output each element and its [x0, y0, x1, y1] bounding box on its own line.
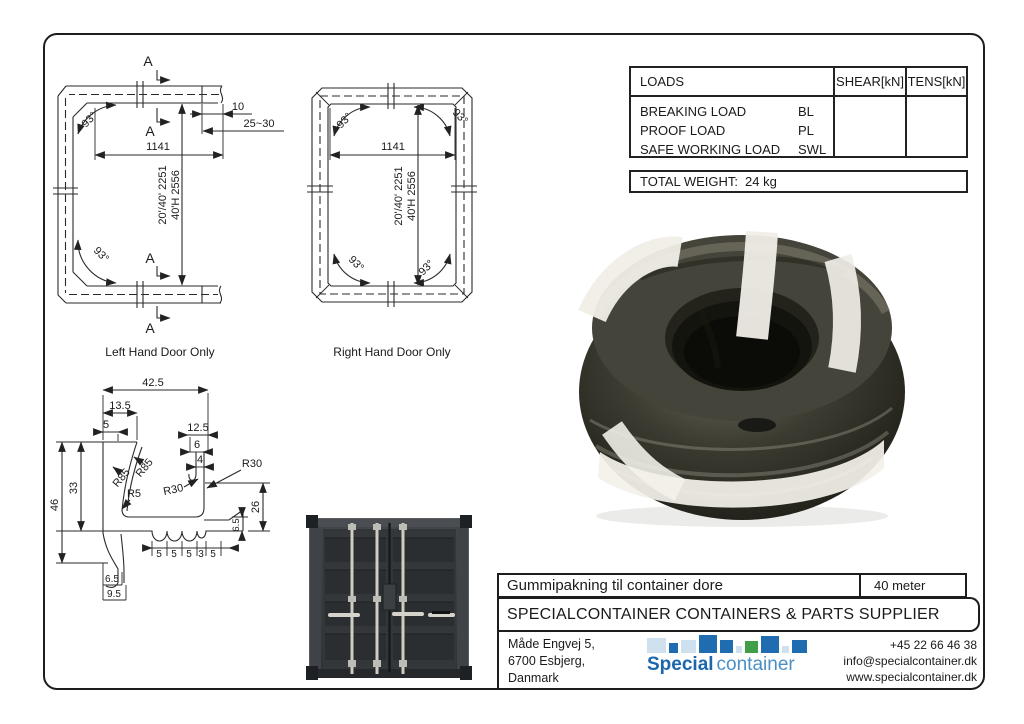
logo-square: [745, 641, 758, 653]
dim-label: 1141: [146, 141, 170, 153]
address-line: Måde Engvej 5,: [508, 637, 595, 651]
logo-square: [669, 643, 678, 653]
logo-word-primary: Special: [647, 654, 714, 675]
load-abbr: PL: [798, 123, 814, 138]
radius-label: R85: [110, 466, 133, 490]
shear-header-cell: SHEAR[kN]: [833, 68, 905, 95]
container-door-photo: [306, 515, 472, 680]
load-labels: [631, 97, 833, 158]
quantity-cell: 40 meter: [859, 575, 965, 596]
dim-label: 46: [49, 498, 61, 512]
dim-label: 40'H 2556: [170, 170, 182, 220]
load-abbr: SWL: [798, 142, 827, 157]
dim-label: 5: [186, 549, 192, 560]
angle-label: 93°: [79, 109, 100, 131]
right-door-caption: Right Hand Door Only: [333, 345, 451, 359]
logo-square: [782, 646, 789, 653]
section-label: A: [145, 250, 155, 266]
company-logo: [647, 634, 817, 676]
supplier-row: SPECIALCONTAINER CONTAINERS & PARTS SUPPLIER: [499, 597, 980, 632]
table-row: [640, 102, 833, 121]
load-label: SAFE WORKING LOAD: [640, 142, 781, 157]
dim-label: 26: [250, 500, 262, 514]
section-label: A: [145, 123, 155, 139]
section-label: A: [143, 53, 153, 69]
radius-label: R5: [126, 488, 142, 500]
dim-label: 42.5: [142, 377, 164, 389]
total-weight-label: TOTAL WEIGHT:: [640, 174, 738, 189]
angle-label: 93°: [334, 110, 355, 132]
shear-value-cell: [833, 97, 905, 158]
left-door-caption: Left Hand Door Only: [105, 345, 215, 359]
radius-label: R30: [241, 458, 263, 470]
loads-table-header: [631, 68, 966, 97]
load-label: PROOF LOAD: [640, 123, 726, 138]
email-address: info@specialcontainer.dk: [843, 654, 977, 668]
right-door-labels: [333, 107, 470, 359]
radius-label: R30: [162, 482, 185, 499]
dim-label: 5: [210, 549, 216, 560]
load-abbr: BL: [798, 104, 814, 119]
profile-outline: [103, 442, 243, 587]
address-line: 6700 Esbjerg,: [508, 654, 586, 668]
contact-info: [843, 637, 977, 685]
phone-number: +45 22 66 46 38: [889, 638, 977, 652]
loads-table-body: [631, 97, 966, 158]
dim-label: 40'H 2556: [406, 171, 418, 221]
product-title: Gummipakning til container dore: [507, 577, 723, 594]
title-block: [497, 573, 985, 688]
title-row: [499, 573, 967, 598]
dim-label: 9.5: [107, 589, 121, 600]
dim-label: 5: [156, 549, 162, 560]
loads-header-cell: LOADS: [640, 74, 685, 89]
angle-label: 93°: [416, 257, 437, 279]
tens-header-cell: TENS[kN]: [905, 68, 966, 95]
load-label: BREAKING LOAD: [640, 104, 747, 119]
section-label: A: [145, 320, 155, 336]
dim-label: 3: [198, 549, 204, 560]
radius-label: R85: [133, 456, 156, 480]
dim-label: 1141: [381, 141, 405, 153]
total-weight-box: [629, 170, 968, 193]
angle-label: 93°: [345, 253, 367, 275]
dim-label: 4: [196, 454, 204, 466]
tens-value-cell: [905, 97, 966, 158]
dim-label: 6.5: [231, 518, 242, 532]
logo-square: [647, 638, 666, 653]
table-row: [640, 140, 833, 159]
dim-label: 6.5: [105, 574, 119, 585]
angle-label: 93°: [90, 244, 112, 266]
dim-label: 25~30: [243, 118, 275, 130]
dim-label: 33: [68, 481, 80, 495]
total-weight-value: 24 kg: [745, 174, 777, 189]
logo-word-secondary: container: [716, 654, 795, 675]
logo-square: [699, 635, 717, 653]
dim-label: 20'/40' 2251: [393, 166, 405, 226]
address-line: Danmark: [508, 671, 559, 685]
dim-label: 12.5: [187, 422, 209, 434]
dim-label: 6: [193, 439, 201, 451]
logo-wordmark: [647, 654, 817, 676]
splice-marks: [53, 81, 143, 308]
dim-label: 20'/40' 2251: [157, 165, 169, 225]
gasket-coil-photo: [579, 232, 905, 527]
table-row: [640, 121, 833, 140]
contact-row: [499, 632, 985, 688]
logo-square: [761, 636, 779, 653]
left-door-labels: [80, 53, 275, 359]
logo-squares: [647, 634, 817, 653]
website-url: www.specialcontainer.dk: [846, 670, 977, 684]
loads-table: [629, 66, 968, 158]
dim-label: 10: [231, 101, 245, 113]
gasket-profile-drawing: [56, 390, 270, 600]
dim-label: 13.5: [109, 400, 131, 412]
dim-label: 5: [171, 549, 177, 560]
logo-square: [720, 640, 733, 653]
dim-label: 5: [102, 419, 110, 431]
logo-square: [792, 640, 807, 653]
supplier-address: [508, 636, 595, 687]
angle-label: 93°: [449, 106, 471, 128]
logo-square: [681, 640, 696, 653]
logo-square: [736, 646, 742, 653]
